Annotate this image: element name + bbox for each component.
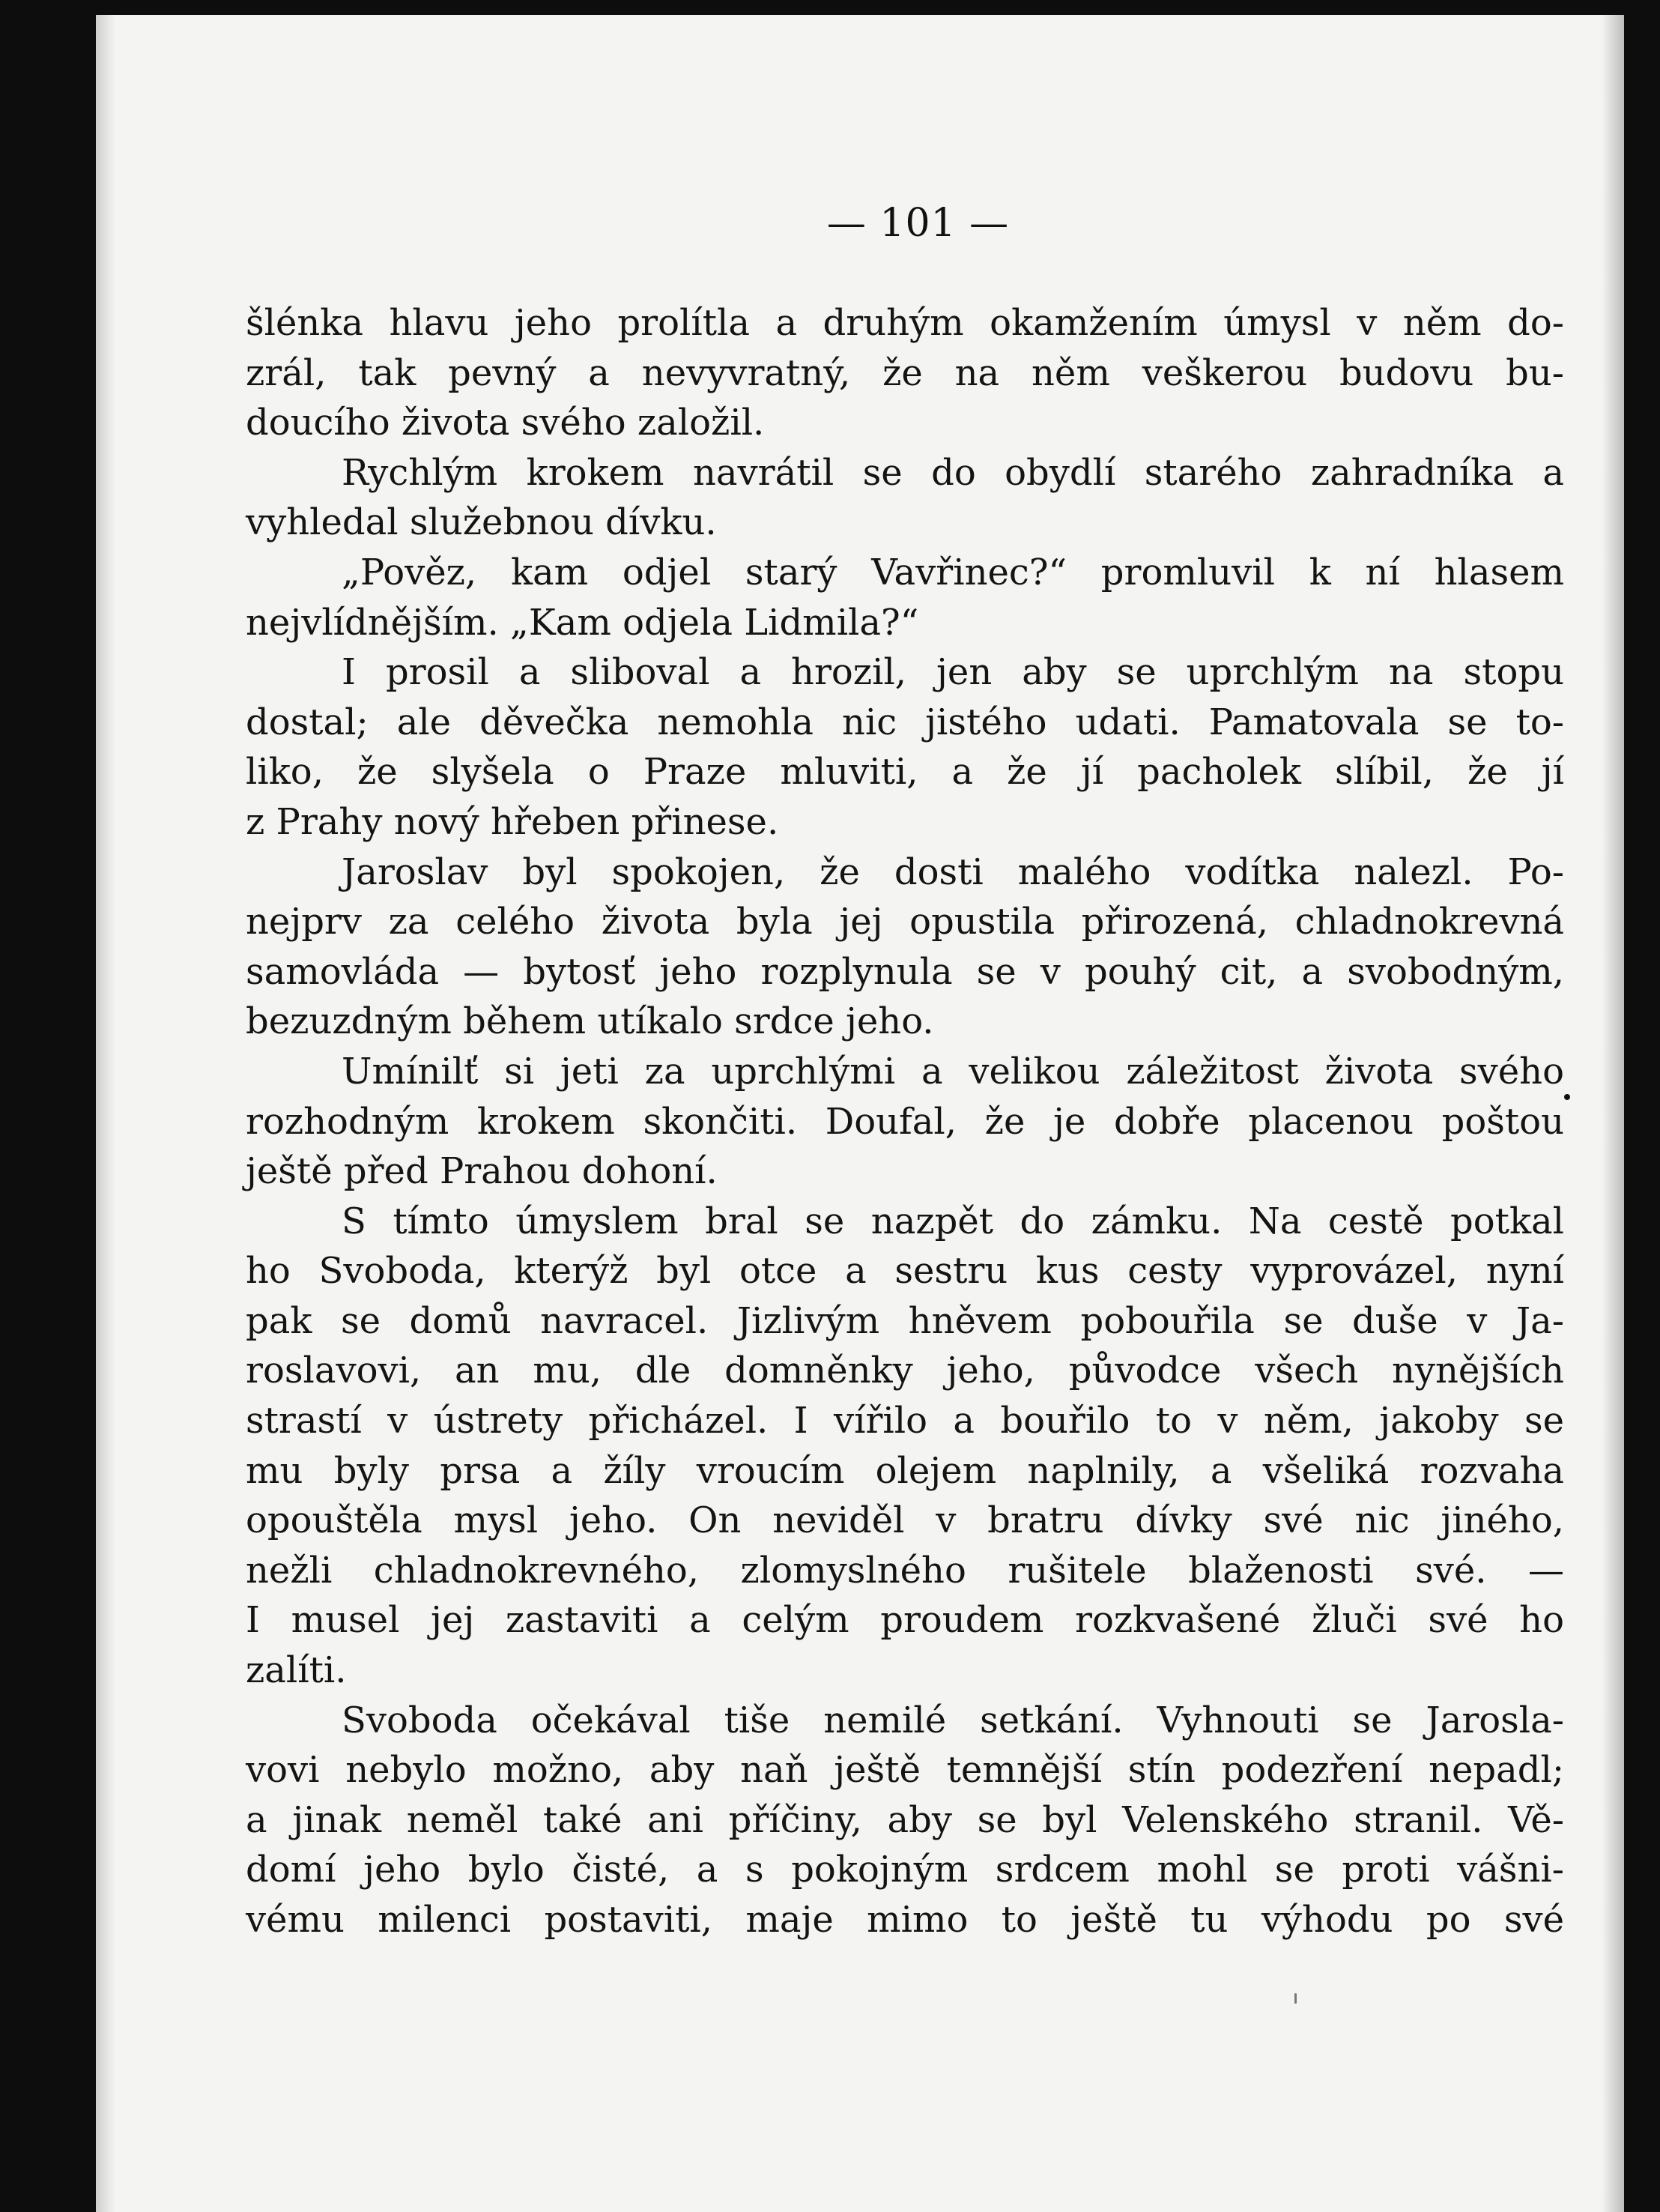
text-line: zalíti. (246, 1649, 347, 1692)
text-line: Rychlým krokem navrátil se do obydlí starého zahradníka a (342, 451, 1564, 494)
text-line: opouštěla mysl jeho. On neviděl v bratru dívky své nic jiného, (246, 1499, 1564, 1542)
text-line: z Prahy nový hřeben přinese. (246, 800, 779, 843)
text-line: zrál, tak pevný a nevyvratný, že na něm veškerou budovu bu- (246, 351, 1564, 394)
book-page (96, 15, 1624, 2212)
text-line: dostal; ale děvečka nemohla nic jistého udati. Pamatovala se to- (246, 701, 1564, 743)
text-line: a jinak neměl také ani příčiny, aby se byl Velenského stranil. Vě- (246, 1798, 1564, 1841)
text-line: vému milenci postaviti, maje mimo to ještě tu výhodu po své (246, 1899, 1564, 1941)
page-gutter-shadow (96, 15, 115, 2212)
text-line: roslavovi, an mu, dle domněnky jeho, původce všech nynějších (246, 1350, 1564, 1392)
text-line: domí jeho bylo čisté, a s pokojným srdcem mohl se proti vášni- (246, 1849, 1564, 1891)
body-text (246, 298, 1564, 1945)
text-line: doucího života svého založil. (246, 402, 765, 444)
text-line: mu byly prsa a žíly vroucím olejem naplnily, a všeliká rozvaha (246, 1449, 1564, 1492)
text-line: vovi nebylo možno, aby naň ještě temnější stín podezření nepadl; (246, 1749, 1564, 1792)
text-line: pak se domů navracel. Jizlivým hněvem pobouřila se duše v Ja- (246, 1299, 1564, 1342)
text-line: ho Svoboda, kterýž byl otce a sestru kus cesty vyprovázel, nyní (246, 1250, 1564, 1293)
text-line: bezuzdným během utíkalo srdce jeho. (246, 1000, 934, 1043)
print-speck (1294, 1993, 1297, 2004)
text-line: I musel jej zastaviti a celým proudem rozkvašené žluči své ho (246, 1599, 1564, 1642)
text-line: liko, že slyšela o Praze mluviti, a že jí pacholek slíbil, že jí (246, 751, 1564, 794)
text-line: ještě před Prahou dohoní. (246, 1150, 718, 1193)
text-line: nežli chladnokrevného, zlomyslného rušitele blaženosti své. — (246, 1549, 1564, 1592)
text-line: samovláda — bytosť jeho rozplynula se v pouhý cit, a svobodným, (246, 950, 1564, 993)
text-line: nejvlídnějším. „Kam odjela Lidmila?“ (246, 601, 919, 644)
page-number: — 101 — (826, 201, 1010, 246)
text-line: I prosil a sliboval a hrozil, jen aby se uprchlým na stopu (342, 651, 1564, 694)
text-line: strastí v ústrety přicházel. I vířilo a bouřilo to v něm, jakoby se (246, 1400, 1564, 1442)
text-line: Svoboda očekával tiše nemilé setkání. Vyhnouti se Jarosla- (342, 1699, 1564, 1741)
text-line: Umínilť si jeti za uprchlými a velikou záležitost života svého (342, 1050, 1564, 1093)
text-line: vyhledal služebnou dívku. (246, 501, 717, 544)
print-speck (1564, 1094, 1570, 1100)
text-line: „Pověz, kam odjel starý Vavřinec?“ promluvil k ní hlasem (342, 551, 1564, 593)
page-edge-shadow (1602, 15, 1624, 2212)
text-line: nejprv za celého života byla jej opustila přirozená, chladnokrevná (246, 901, 1564, 943)
text-line: šlénka hlavu jeho prolítla a druhým okamžením úmysl v něm do- (246, 302, 1564, 344)
text-line: S tímto úmyslem bral se nazpět do zámku. Na cestě potkal (342, 1200, 1564, 1242)
text-line: rozhodným krokem skončiti. Doufal, že je dobře placenou poštou (246, 1100, 1564, 1143)
text-line: Jaroslav byl spokojen, že dosti malého vodítka nalezl. Po- (342, 850, 1564, 893)
